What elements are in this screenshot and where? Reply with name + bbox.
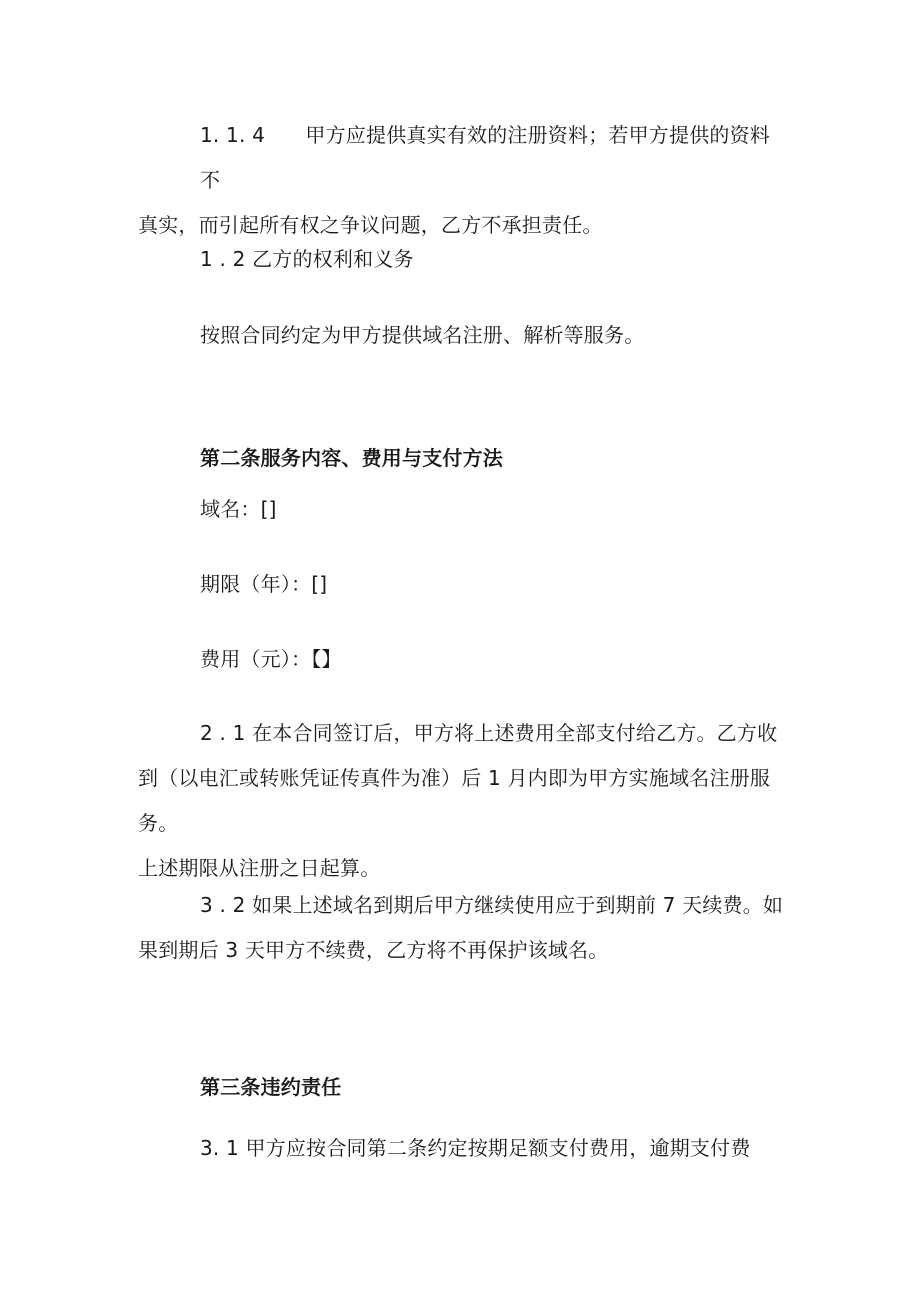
clause-3-2-line-1: 3 . 2 如果上述域名到期后甲方继续使用应于到期前 7 天续费。如 [200,893,784,917]
clause-3-2-line-2: 果到期后 3 天甲方不续费，乙方将不再保护该域名。 [138,938,609,962]
clause-1-1-4 [138,113,788,248]
field-domain-text: 域名：[] [200,497,277,521]
field-term [138,562,788,607]
clause-2-1-line-2: 到（以电汇或转账凭证传真件为准）后 1 月内即为甲方实施域名注册服务。 [138,766,771,835]
clause-2-1-line-1: 2 . 1 在本合同签订后，甲方将上述费用全部支付给乙方。乙方收 [200,721,778,745]
clause-2-1 [138,711,788,891]
clause-1-2-body-line-1: 按照合同约定为甲方提供域名注册、解析等服务。 [200,323,645,347]
article-3-heading-text: 第三条违约责任 [200,1075,342,1099]
clause-2-1-line-3: 上述期限从注册之日起算。 [138,856,381,880]
article-2-heading [200,436,788,481]
clause-1-1-4-line-2: 真实，而引起所有权之争议问题，乙方不承担责任。 [138,213,603,237]
clause-1-1-4-line-1: 1. 1. 4 甲方应提供真实有效的注册资料；若甲方提供的资料不 [200,123,771,192]
field-domain [138,487,788,532]
field-fee [138,637,788,682]
clause-3-2 [138,883,788,973]
article-2-heading-text: 第二条服务内容、费用与支付方法 [200,446,503,470]
clause-1-2-body [138,313,788,358]
field-term-text: 期限（年）：[] [200,572,328,596]
article-3-heading [200,1065,788,1110]
clause-3-1-line-1: 3. 1 甲方应按合同第二条约定按期足额支付费用，逾期支付费 [200,1136,751,1160]
clause-1-2 [138,237,788,282]
field-fee-text: 费用（元）：【】 [200,647,342,671]
clause-1-2-line-1: 1 . 2 乙方的权利和义务 [200,247,414,271]
clause-3-1 [138,1126,788,1171]
